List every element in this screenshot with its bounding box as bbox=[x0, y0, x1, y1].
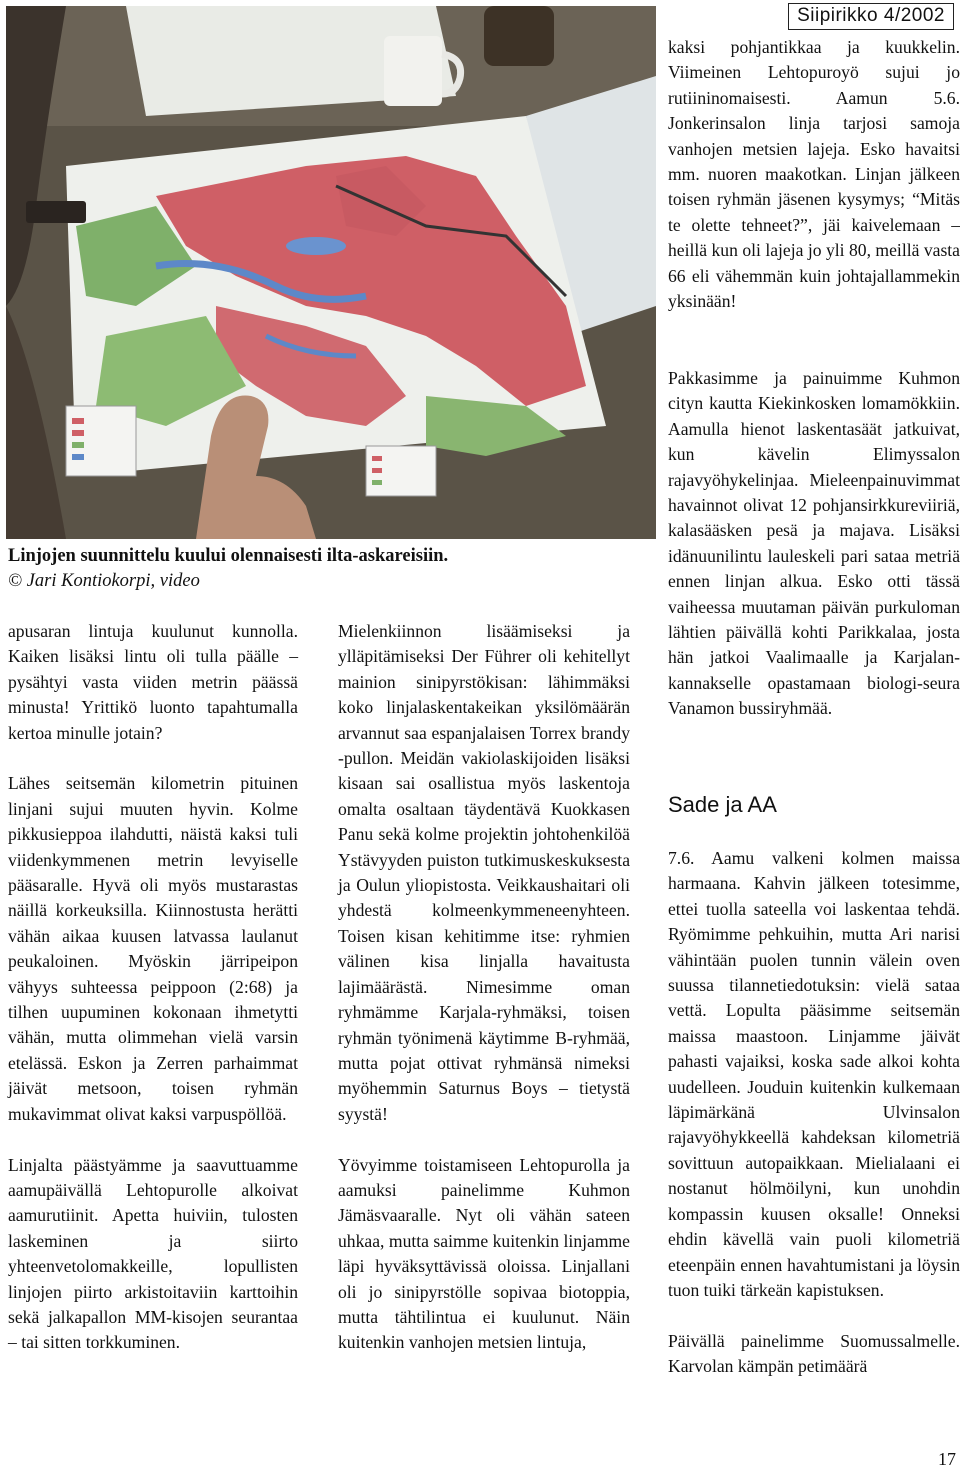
issue-header: Siipirikko 4/2002 bbox=[788, 3, 954, 30]
paragraph: Lähes seitsemän kilometrin pituinen linjani sujui muuten hyvin. Kolme pikkusieppoa ilahdutti, näistä kaksi tuli viidenkymmenen metrin levyiselle pääsaralle. Hyvä oli myös mustarastas näillä korkeuksilla. Kiinnostusta herätti vähän aikaa kuusen latvassa laulanut peukaloinen. Myöskin järripeipon vähyys suhteessa peippoon (2:68) ja tilhen uupuminen kokonaan ihmetytti vähän, mutta olimmehan vielä varsin etelässä. Eskon ja Zerren parhaimmat jäivät metsoon, toisen ryhmän mukavimmat olivat kaksi varpuspöllöä. bbox=[8, 773, 298, 1124]
column-right-bottom bbox=[668, 846, 960, 1380]
photo-credit: © Jari Kontiokorpi, video bbox=[8, 571, 200, 591]
paragraph: Linjalta päästyämme ja saavuttuamme aamupäivällä Lehtopurolle alkoivat aamurutiinit. Apetta huiviin, tulosten laskeminen ja siirto yhteenvetolomakkeille, lopullisten linjojen piirto arkistoitaviin karttoihin sekä jalkapallon MM-kisojen seurantaa – tai sitten torkkuminen. bbox=[8, 1154, 298, 1353]
column-middle bbox=[338, 619, 630, 1356]
mug-icon bbox=[384, 36, 442, 106]
map-planning-photo bbox=[6, 6, 656, 539]
paragraph: Yövyimme toistamiseen Lehtopurolla ja aamuksi painelimme Kuhmon Jämäsvaaralle. Nyt oli vähän sateen uhkaa, mutta saimme kuitenkin linjamme läpi hyväksyttävissä oloissa. Linjallani oli jo sinipyrstölle sopivaa biotoppia, mutta tähtilintua ei kuulunut. Näin kuitenkin vanhojen metsien lintuja, bbox=[338, 1154, 630, 1353]
caption-text: Linjojen suunnittelu kuului olennaisesti ilta-askareisiin. bbox=[8, 546, 449, 566]
photo-caption bbox=[8, 544, 648, 594]
paragraph: kaksi pohjantikkaa ja kuukkelin. Viimeinen Lehtopuroyö sujui jo rutiininomaisesti. Aamun 5.6. Jonkerinsalon linja tarjosi samoja vanhojen metsien lajeja. Esko havaitsi mm. nuoren maakotkan. Linjan jälkeen toisen ryhmän jäsenen kysymys; “Mitäs te olette tehneet?”, jäi kaivelemaan – heillä kun oli lajeja jo yli 80, meillä vasta 66 eli vähemmän kuin johtajallammekin yksinään! bbox=[668, 37, 960, 312]
page-number: 17 bbox=[938, 1449, 956, 1469]
paragraph: apusaran lintuja kuulunut kunnolla. Kaiken lisäksi lintu oli tulla päälle – pysähtyi vasta viiden metrin päässä minusta! Yrittikö luonto tapahtumalla kertoa minulle jotain? bbox=[8, 621, 298, 743]
section-heading: Sade ja AA bbox=[668, 792, 777, 817]
paragraph: Pakkasimme ja painuimme Kuhmon cityn kautta Kiekinkosken lomamökkiin. Aamulla hienot laskentasäät jatkuivat, kun kävelin Elimyssalon rajavyöhykelinjaa. Mieleenpainuvimmat havainnot olivat 12 pohjansirkkureviiriä, kalasääsken pesä ja majava. Lisäksi idänuunilintu lauleskeli pari sataa metriä ennen linjan alkua. Esko otti tässä vaiheessa muutaman päivän purkuloman lähtien päivällä kohti Parikkalaa, josta hän jatkoi Vaalimaalle ja Karjalan-kannakselle opastamaan biologi-seura Vanamon bussiryhmää. bbox=[668, 368, 960, 719]
column-right-middle bbox=[668, 366, 960, 722]
column-right-top bbox=[668, 35, 960, 314]
paragraph: Mielenkiinnon lisäämiseksi ja ylläpitämiseksi Der Führer oli kehitellyt mainion sinipyrstökisan: lähimmäksi koko linjalaskentakeikan yksilömäärän arvannut saa espanjalaisen Torrex brandy -pullon. Meidän vakiolaskijoiden lisäksi kisaan sai osallistua myös laskentoja omalta osaltaan täydentävä Kuokkasen Panu sekä kolme projektin johtohenkilöä Ystävyyden puiston tutkimuskeskuksesta ja Oulun yliopistosta. Veikkaushaitari oli yhdestä kolmeenkymmeneenyhteen. Toisen kisan kehitimme itse: ryhmien välinen kisa linjalla havaitusta lajimäärästä. Nimesimme oman ryhmämme Karjala-ryhmäksi, toisen ryhmän työnimenä käytimme B-ryhmää, mutta pojat ottivat ryhmänsä nimeksi myöhemmin Saturnus Boys – tietystä syystä! bbox=[338, 621, 630, 1124]
paragraph: Päivällä painelimme Suomussalmelle. Karvolan kämpän petimäärä bbox=[668, 1330, 960, 1377]
column-left bbox=[8, 619, 298, 1356]
paragraph: 7.6. Aamu valkeni kolmen maissa harmaana. Kahvin jälkeen totesimme, ettei tuolla sateella voi laskentaa tehdä. Ryömimme pehkuihin, mutta Ari narisi vähintään puolen tunnin välein oven suussa tilannetiedotuksin: vielä sataa vettä. Lopulta pääsimme seitsemän maissa maastoon. Linjamme jäivät pahasti vajaiksi, koska sade alkoi kohta uudelleen. Jouduin kuitenkin kulkemaan läpimärkänä Ulvinsalon rajavyöhykkeellä kahdeksan kilometriä sovittuun autopaikkaan. Mielialaani ei nostanut hölmöilyni, kun unohdin kompassin kuusen oksalle! Onneksi ehdin kävellä vain puoli kilometriä eteenpäin ennen havahtumistani ja löysin tuon tuiki tärkeän kapistuksen. bbox=[668, 848, 960, 1300]
